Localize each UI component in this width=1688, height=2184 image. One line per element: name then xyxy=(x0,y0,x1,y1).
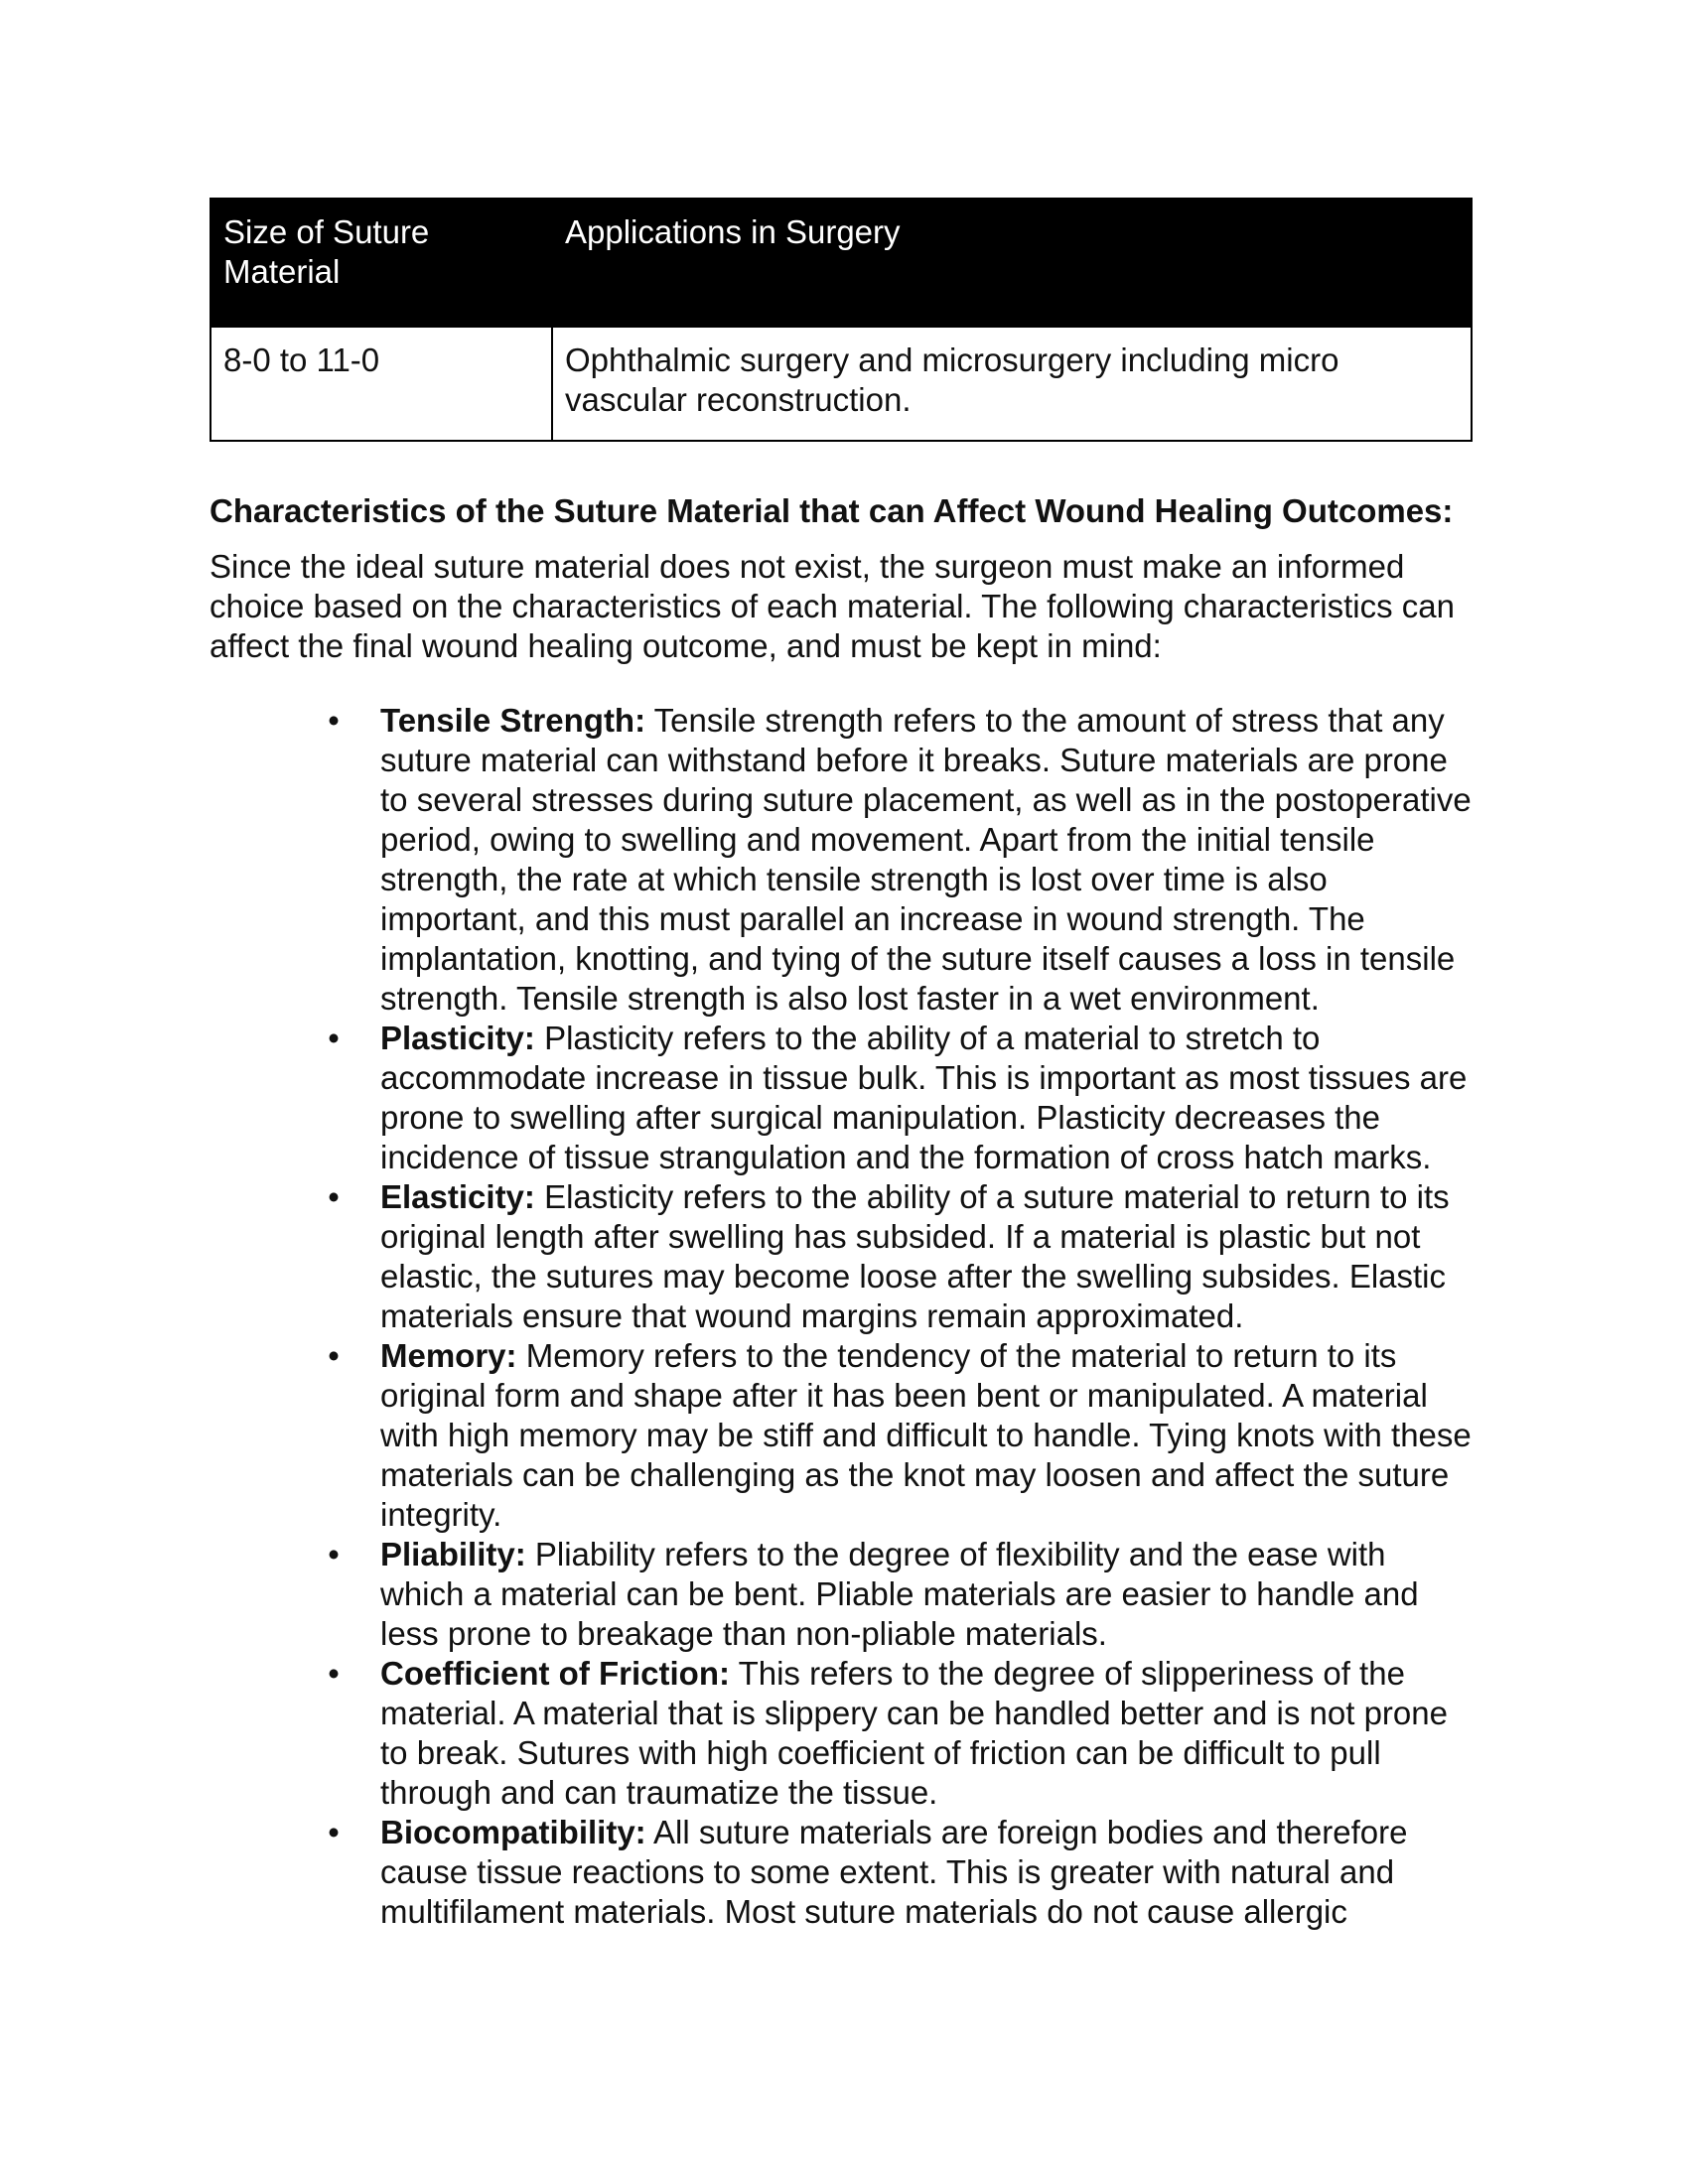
item-term: Plasticity: xyxy=(380,1020,535,1056)
bullet-icon: • xyxy=(328,1337,340,1374)
document-page xyxy=(210,198,1474,1932)
list-item xyxy=(328,1177,1474,1336)
bullet-icon: • xyxy=(328,1655,340,1692)
item-term: Memory: xyxy=(380,1337,517,1374)
bullet-icon: • xyxy=(328,1536,340,1572)
item-term: Coefficient of Friction: xyxy=(380,1655,730,1692)
item-term: Pliability: xyxy=(380,1536,526,1572)
header-size-of-suture-material: Size of Suture Material xyxy=(211,199,552,327)
item-text: This refers to the degree of slipperiness of the material. A material that is slippery can be handled better and is not prone to break. Sutures with high coefficient of friction can be difficult to pull through and can traumatize the tissue. xyxy=(380,1655,1448,1811)
list-item xyxy=(328,1813,1474,1932)
cell-suture-size: 8-0 to 11-0 xyxy=(211,327,552,441)
characteristics-list xyxy=(210,701,1474,1932)
item-text: All suture materials are foreign bodies and therefore cause tissue reactions to some extent. This is greater with natural and multifilament materials. Most suture materials do not cause allergic xyxy=(380,1814,1408,1930)
item-text: Tensile strength refers to the amount of stress that any suture material can withstand before it breaks. Suture materials are prone to several stresses during suture placement, as well as in the postoperative period, owing to swelling and movement. Apart from the initial tensile strength, the rate at which tensile strength is lost over time is also important, and this must parallel an increase in wound strength. The implantation, knotting, and tying of the suture itself causes a loss in tensile strength. Tensile strength is also lost faster in a wet environment. xyxy=(380,702,1472,1017)
bullet-icon: • xyxy=(328,1178,340,1215)
list-item xyxy=(328,1019,1474,1177)
list-item xyxy=(328,1654,1474,1813)
item-text: Memory refers to the tendency of the material to return to its original form and shape after it has been bent or manipulated. A material with high memory may be stiff and difficult to handle. Tying knots with these materials can be challenging as the knot may loosen and affect the suture integrity. xyxy=(380,1337,1472,1533)
item-text: Pliability refers to the degree of flexibility and the ease with which a material can be bent. Pliable materials are easier to handle and less prone to breakage than non-pliable materials. xyxy=(380,1536,1419,1652)
item-term: Biocompatibility: xyxy=(380,1814,646,1850)
list-item xyxy=(328,1535,1474,1654)
list-item xyxy=(328,1336,1474,1535)
item-text: Elasticity refers to the ability of a suture material to return to its original length after swelling has subsided. If a material is plastic but not elastic, the sutures may become loose after the swelling subsides. Elastic materials ensure that wound margins remain approximated. xyxy=(380,1178,1450,1334)
item-term: Tensile Strength: xyxy=(380,702,646,739)
suture-size-table xyxy=(210,198,1473,442)
intro-paragraph: Since the ideal suture material does not exist, the surgeon must make an informed choice based on the characteristics of each material. The following characteristics can affect the final wound healing outcome, and must be kept in mind: xyxy=(210,548,1456,664)
header-applications-in-surgery: Applications in Surgery xyxy=(552,199,1472,327)
bullet-icon: • xyxy=(328,1814,340,1850)
list-item xyxy=(328,701,1474,1019)
bullet-icon: • xyxy=(328,1020,340,1056)
item-text: Plasticity refers to the ability of a material to stretch to accommodate increase in tissue bulk. This is important as most tissues are prone to swelling after surgical manipulation. Plasticity decreases the incidence of tissue strangulation and the formation of cross hatch marks. xyxy=(380,1020,1468,1175)
table-row xyxy=(211,327,1472,441)
cell-application: Ophthalmic surgery and microsurgery including micro vascular reconstruction. xyxy=(552,327,1472,441)
table-header-row xyxy=(211,199,1472,327)
bullet-icon: • xyxy=(328,702,340,739)
section-heading: Characteristics of the Suture Material that can Affect Wound Healing Outcomes: xyxy=(210,492,1454,529)
item-term: Elasticity: xyxy=(380,1178,535,1215)
